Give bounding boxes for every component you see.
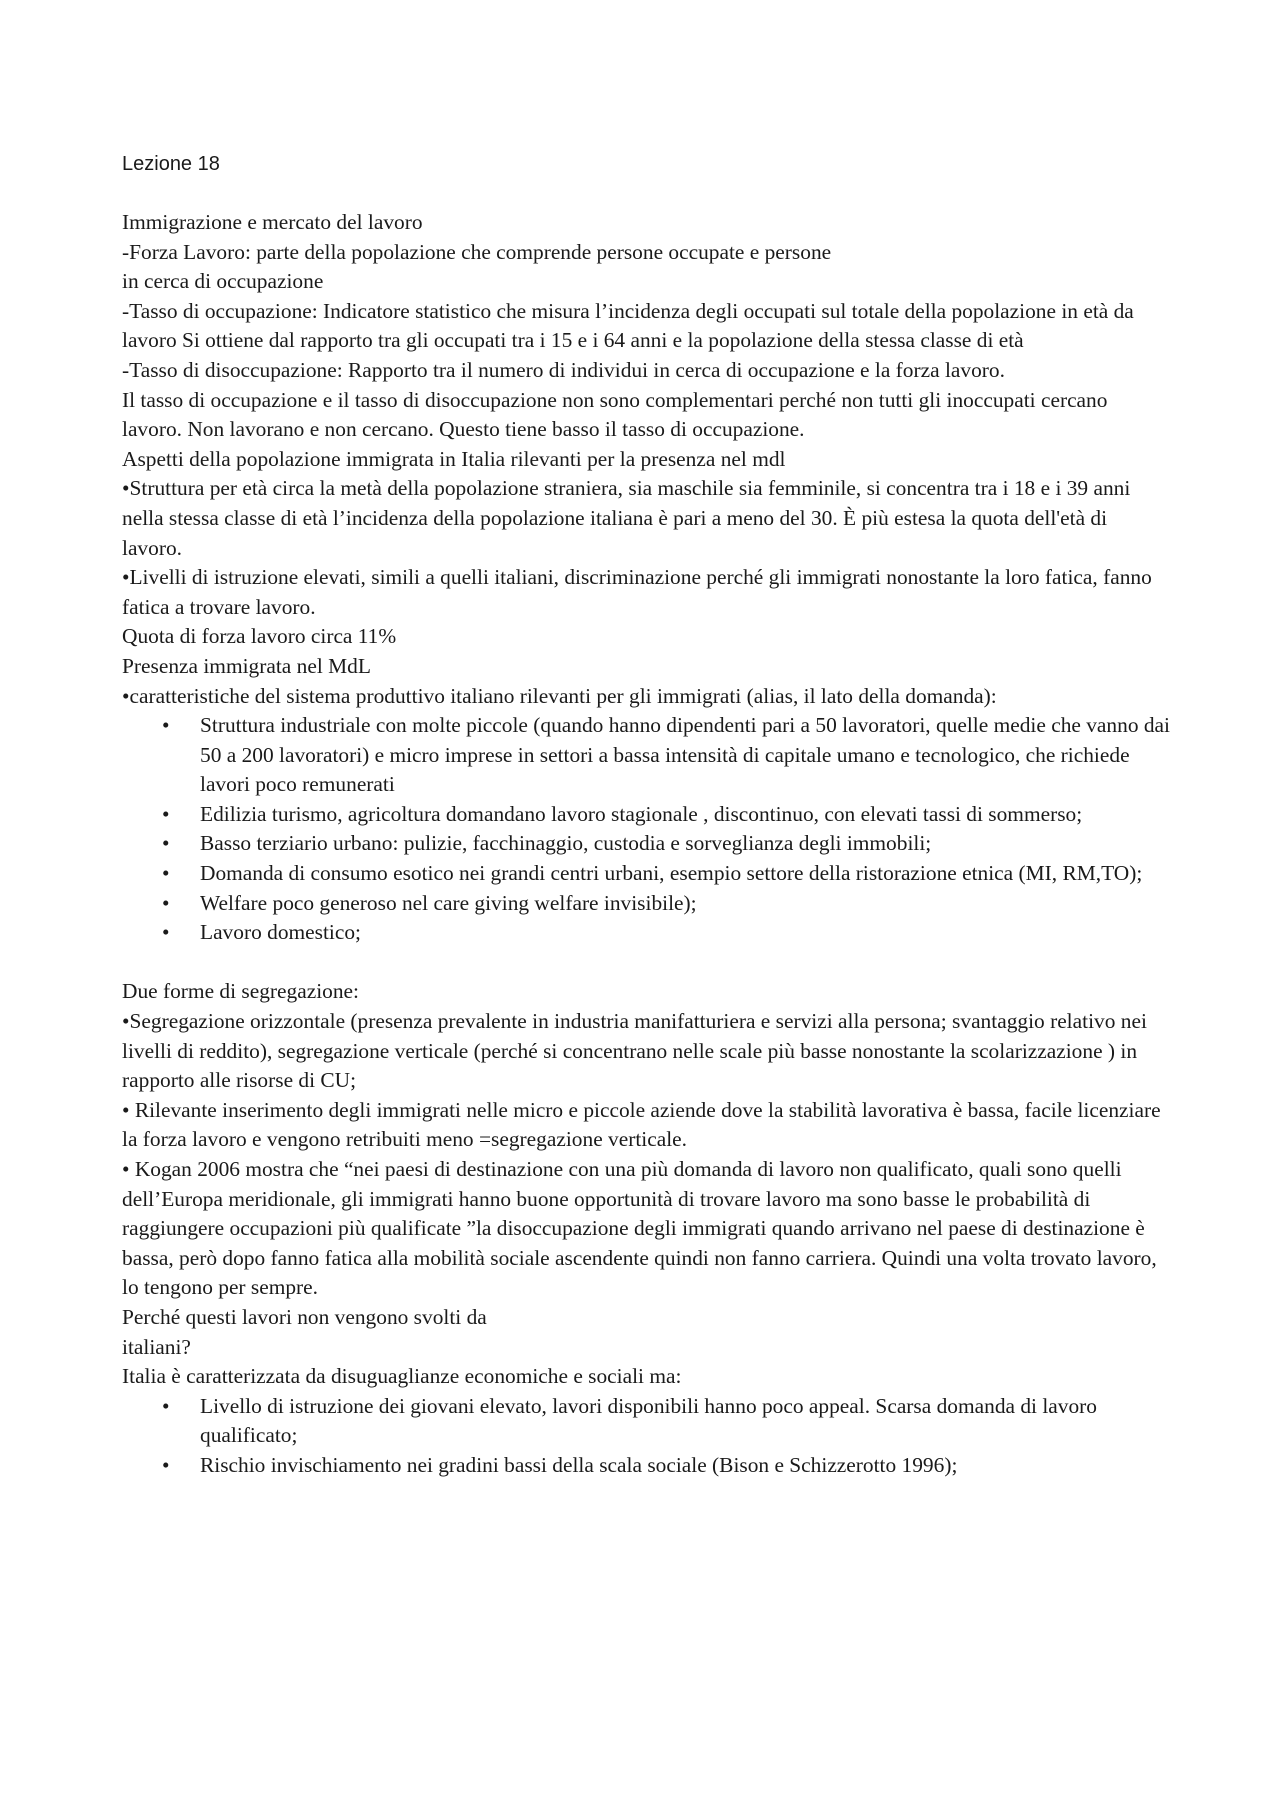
paragraph-segregazione-orizzontale: •Segregazione orizzontale (presenza prevalente in industria manifatturiera e servizi alla persona; svantaggio relativo nei livelli di reddito), segregazione verticale (perché si concentrano nelle scale più basse nonostante la scolarizzazione ) in rapporto alle risorse di CU;	[122, 1009, 1147, 1093]
paragraph-forza-lavoro: -Forza Lavoro: parte della popolazione che comprende persone occupate e persone	[122, 239, 832, 264]
lesson-title: Lezione 18	[122, 153, 220, 175]
section-immigration-labor-market	[122, 208, 1172, 711]
paragraph-micro-piccole-aziende: • Rilevante inserimento degli immigrati nelle micro e piccole aziende dove la stabilità lavorativa è bassa, facile licenziare la forza lavoro e vengono retribuiti meno =segregazione verticale.	[122, 1097, 1161, 1152]
paragraph-livelli-istruzione: •Livelli di istruzione elevati, simili a quelli italiani, discriminazione perché gli immigrati nonostante la loro fatica, fanno fatica a trovare lavoro.	[122, 565, 1152, 619]
paragraph-disuguaglianze: Italia è caratterizzata da disuguaglianze economiche e sociali ma:	[122, 1364, 682, 1389]
document-page	[122, 150, 1172, 1481]
bullet-icon: •	[162, 1393, 170, 1418]
paragraph-aspetti: Aspetti della popolazione immigrata in Italia rilevanti per la presenza nel mdl	[122, 446, 786, 471]
paragraph-quota-forza-lavoro: Quota di forza lavoro circa 11%	[122, 624, 397, 649]
bullet-icon: •	[162, 920, 170, 945]
list-item-text: Livello di istruzione dei giovani elevato, lavori disponibili hanno poco appeal. Scarsa domanda di lavoro qualificato;	[200, 1393, 1097, 1448]
list-productive-system	[122, 711, 1172, 948]
list-item	[122, 800, 1172, 830]
list-item-text: Basso terziario urbano: pulizie, facchinaggio, custodia e sorveglianza degli immobili;	[200, 831, 932, 856]
paragraph-forza-lavoro-cont: in cerca di occupazione	[122, 269, 324, 294]
paragraph-question: Perché questi lavori non vengono svolti da	[122, 1304, 487, 1329]
paragraph-complementari: Il tasso di occupazione e il tasso di disoccupazione non sono complementari perché non tutti gli inoccupati cercano lavoro. Non lavorano e non cercano. Questo tiene basso il tasso di occupazione.	[122, 387, 1108, 442]
bullet-icon: •	[162, 831, 170, 856]
paragraph-tasso-occupazione: -Tasso di occupazione: Indicatore statistico che misura l’incidenza degli occupati sul totale della popolazione in età da lavoro Si ottiene dal rapporto tra gli occupati tra i 15 e i 64 anni e la popolazione della stessa classe di età	[122, 298, 1134, 353]
list-reasons	[122, 1392, 1172, 1481]
section-heading: Due forme di segregazione:	[122, 979, 359, 1004]
paragraph-tasso-disoccupazione: -Tasso di disoccupazione: Rapporto tra il numero di individui in cerca di occupazione e la forza lavoro.	[122, 357, 1005, 382]
bullet-icon: •	[162, 890, 170, 915]
list-item-text: Domanda di consumo esotico nei grandi centri urbani, esempio settore della ristorazione etnica (MI, RM,TO);	[200, 861, 1143, 886]
paragraph-kogan: • Kogan 2006 mostra che “nei paesi di destinazione con una più domanda di lavoro non qualificato, quali sono quelli dell’Europa meridionale, gli immigrati hanno buone opportunità di trovare lavoro ma sono basse le probabilità di raggiungere occupazioni più qualificate ”la disoccupazione degli immigrati quando arrivano nel paese di destinazione è bassa, però dopo fanno fatica alla mobilità sociale ascendente quindi non fanno carriera. Quindi una volta trovato lavoro, lo tengono per sempre.	[122, 1157, 1157, 1300]
list-item-text: Struttura industriale con molte piccole (quando hanno dipendenti pari a 50 lavoratori, quelle medie che vanno dai 50 a 200 lavoratori) e micro imprese in settori a bassa intensità di capitale umano e tecnologico, che richiede lavori poco remunerati	[200, 713, 1170, 797]
list-item-text: Rischio invischiamento nei gradini bassi della scala sociale (Bison e Schizzerotto 1996);	[200, 1452, 958, 1477]
paragraph-presenza-immigrata: Presenza immigrata nel MdL	[122, 653, 371, 678]
section-segregation	[122, 977, 1172, 1391]
bullet-icon: •	[162, 801, 170, 826]
paragraph-caratteristiche: •caratteristiche del sistema produttivo italiano rilevanti per gli immigrati (alias, il lato della domanda):	[122, 683, 997, 708]
list-item	[122, 1392, 1172, 1451]
paragraph-question-cont: italiani?	[122, 1334, 191, 1359]
bullet-icon: •	[162, 861, 170, 886]
list-item	[122, 711, 1172, 800]
bullet-icon: •	[162, 713, 170, 738]
list-item	[122, 918, 1172, 948]
blank-line	[122, 948, 1172, 978]
list-item-text: Lavoro domestico;	[200, 920, 361, 945]
list-item-text: Welfare poco generoso nel care giving welfare invisibile);	[200, 890, 697, 915]
paragraph-struttura-eta: •Struttura per età circa la metà della popolazione straniera, sia maschile sia femminile, si concentra tra i 18 e i 39 anni nella stessa classe di età l’incidenza della popolazione italiana è pari a meno del 30. È più estesa la quota dell'età di lavoro.	[122, 476, 1131, 560]
list-item	[122, 829, 1172, 859]
list-item	[122, 859, 1172, 889]
list-item	[122, 889, 1172, 919]
list-item-text: Edilizia turismo, agricoltura domandano lavoro stagionale , discontinuo, con elevati tassi di sommerso;	[200, 801, 1083, 826]
list-item	[122, 1451, 1172, 1481]
section-heading: Immigrazione e mercato del lavoro	[122, 210, 423, 234]
bullet-icon: •	[162, 1452, 170, 1477]
